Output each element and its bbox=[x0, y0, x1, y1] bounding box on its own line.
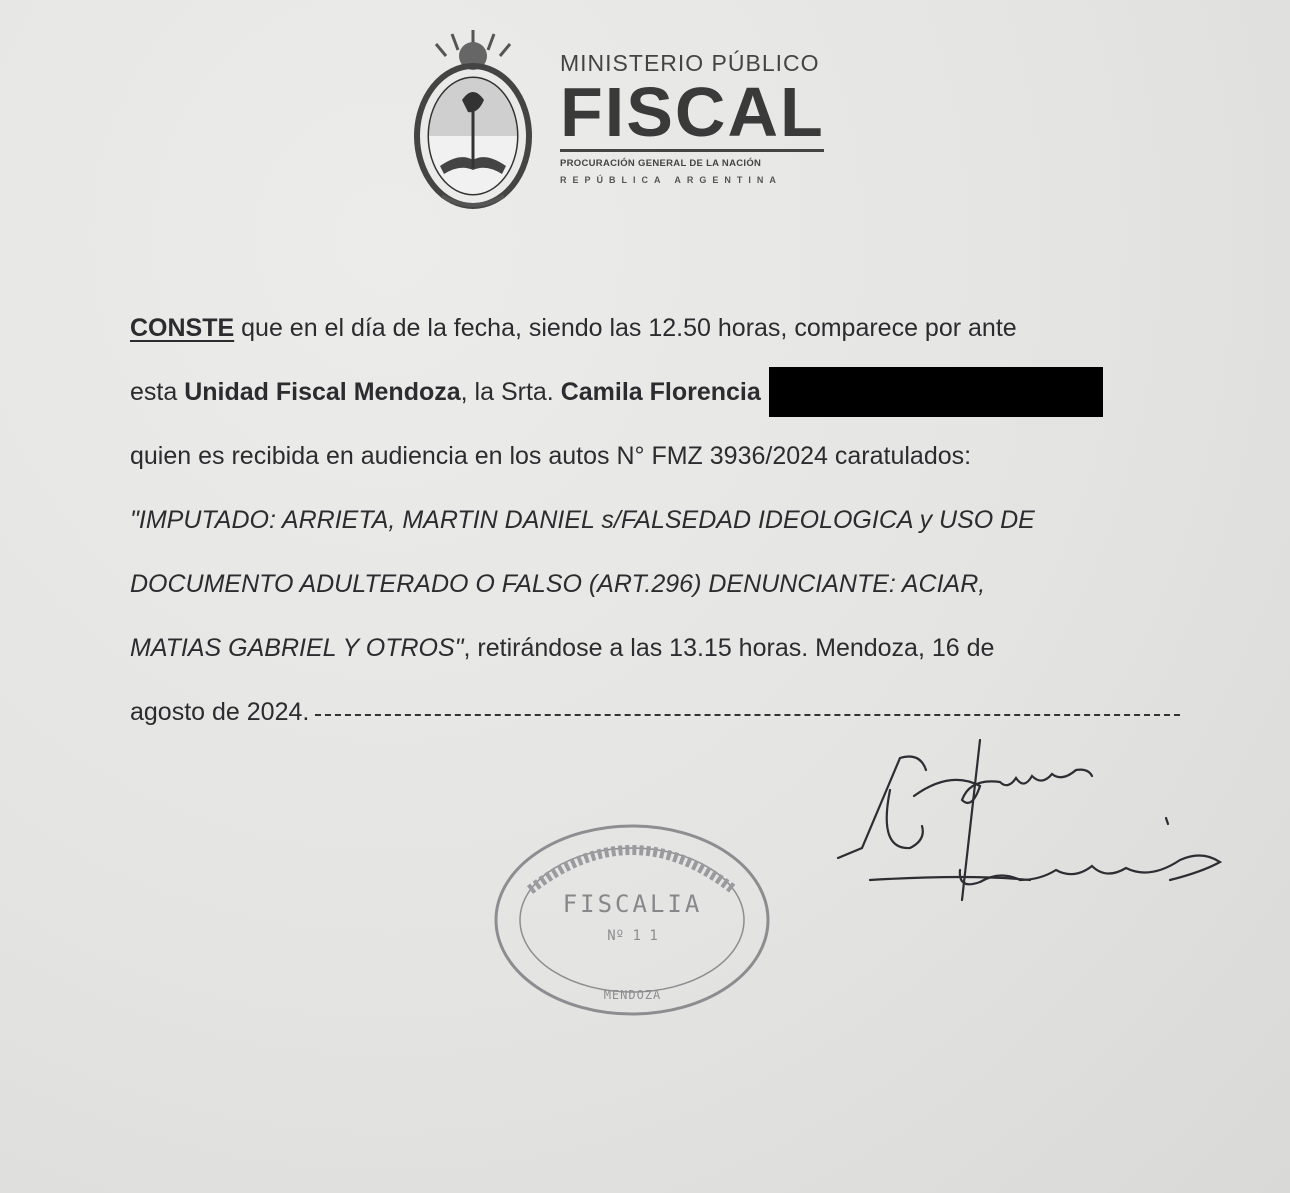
person-name: Camila Florencia bbox=[560, 378, 761, 406]
line-4-text: "IMPUTADO: ARRIETA, MARTIN DANIEL s/FALSEDAD IDEOLOGICA y USO DE bbox=[130, 506, 1035, 534]
dashed-fill-line bbox=[315, 694, 1180, 716]
body-line-2 bbox=[130, 360, 1180, 424]
stamp-city: MENDOZA bbox=[603, 988, 662, 1002]
line-7-text: agosto de 2024. bbox=[130, 698, 310, 726]
line-6-rest: , retirándose a las 13.15 horas. Mendoza, 16 de bbox=[463, 634, 995, 662]
org-title-main: FISCAL bbox=[560, 73, 825, 151]
body-line-5 bbox=[130, 552, 1180, 616]
line-5-text: DOCUMENTO ADULTERADO O FALSO (ART.296) DENUNCIANTE: ACIAR, bbox=[130, 570, 986, 598]
handwritten-signature bbox=[830, 730, 1230, 920]
conste-word: CONSTE bbox=[130, 314, 235, 342]
letterhead bbox=[412, 28, 842, 218]
line-2-a: esta bbox=[130, 378, 178, 406]
body-line-6 bbox=[130, 616, 1180, 680]
unit-name: Unidad Fiscal Mendoza bbox=[184, 378, 461, 406]
stamp-text: FISCALIA bbox=[562, 890, 703, 918]
stamp-number: Nº 1 1 bbox=[607, 928, 658, 944]
line-3-text: quien es recibida en audiencia en los autos N° FMZ 3936/2024 caratulados: bbox=[130, 442, 972, 470]
org-title-top: MINISTERIO PÚBLICO bbox=[560, 50, 820, 76]
line-6-italic: MATIAS GABRIEL Y OTROS" bbox=[130, 634, 464, 662]
organization-name bbox=[560, 50, 840, 185]
body-line-3 bbox=[130, 424, 1180, 488]
line-1-rest: que en el día de la fecha, siendo las 12.50 horas, comparece por ante bbox=[241, 314, 1017, 342]
body-line-1 bbox=[130, 296, 1180, 360]
document-body bbox=[130, 296, 1180, 744]
org-subtitle: PROCURACIÓN GENERAL DE LA NACIÓN bbox=[560, 158, 762, 169]
line-2-b: , la Srta. bbox=[460, 378, 554, 406]
redaction-block bbox=[769, 367, 1103, 417]
line-1-content bbox=[130, 296, 1017, 360]
body-line-4 bbox=[130, 488, 1180, 552]
coat-of-arms-icon bbox=[412, 28, 534, 213]
fiscalia-stamp bbox=[490, 820, 775, 1020]
org-country: REPÚBLICA ARGENTINA bbox=[560, 175, 782, 185]
